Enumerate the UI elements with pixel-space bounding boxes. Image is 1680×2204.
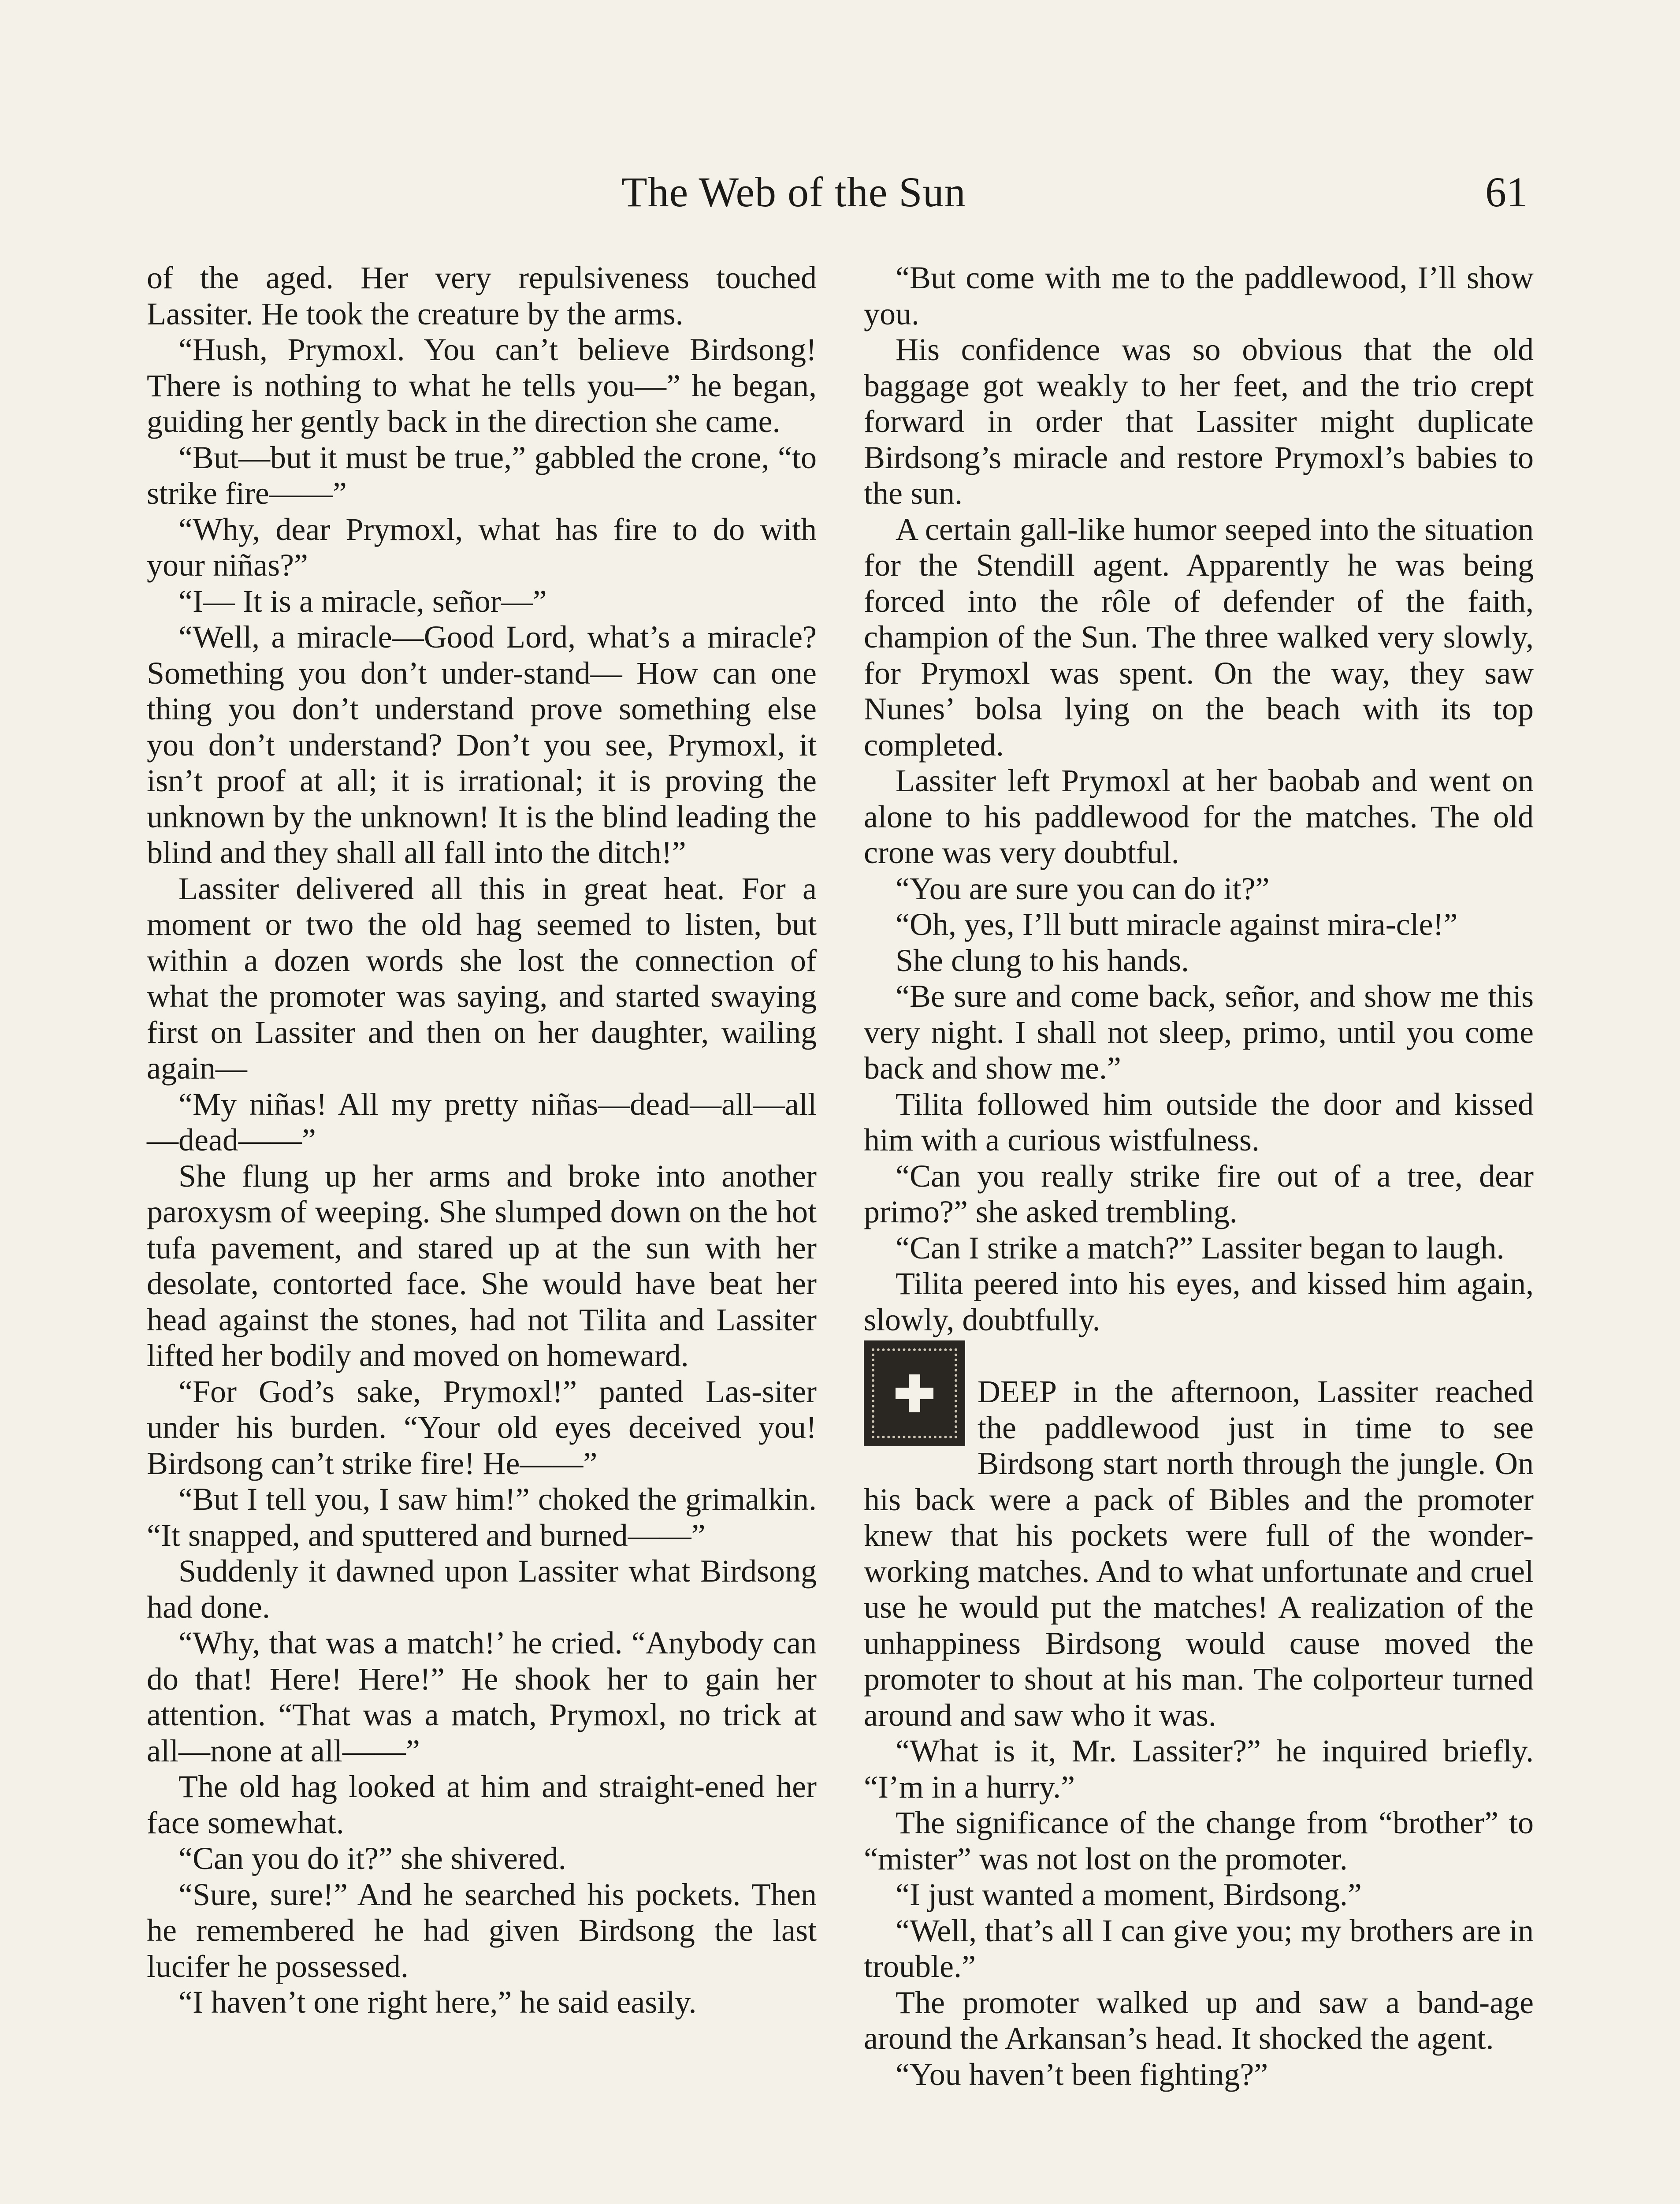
paragraph: “I just wanted a moment, Birdsong.” bbox=[896, 1877, 1362, 1912]
paragraph: of the aged. Her very repulsiveness touched Lassiter. He took the creature by the arms. bbox=[147, 260, 817, 331]
paragraph: “My niñas! All my pretty niñas—dead—all—all—dead——” bbox=[147, 1086, 817, 1158]
paragraph: “You haven’t been fighting?” bbox=[896, 2056, 1268, 2092]
paragraph: Suddenly it dawned upon Lassiter what Birdsong had done. bbox=[147, 1553, 817, 1625]
page-header bbox=[0, 168, 1680, 234]
paragraph: “Well, that’s all I can give you; my brothers are in trouble.” bbox=[864, 1913, 1534, 1984]
section-opening-paragraph: DEEP in the afternoon, Lassiter reached the paddlewood just in time to see Birdsong start north through the jungle. On his back were a pack of Bibles and the promoter knew that his pockets were full of the wonder-working matches. And to what unfortunate and cruel use he would put the matches! A realization of the unhappiness Birdsong would cause moved the promoter to shout at his man. The colporteur turned around and saw who it was. bbox=[864, 1374, 1534, 1733]
left-column bbox=[147, 260, 817, 2021]
paragraph: “Be sure and come back, señor, and show me this very night. I shall not sleep, primo, until you come back and show me.” bbox=[864, 979, 1534, 1086]
paragraph: “Why, that was a match!’ he cried. “Anybody can do that! Here! Here!” He shook her to gain her attention. “That was a match, Prymoxl, no trick at all—none at all——” bbox=[147, 1625, 817, 1768]
paragraph: “What is it, Mr. Lassiter?” he inquired briefly. “I’m in a hurry.” bbox=[864, 1733, 1534, 1805]
paragraph: His confidence was so obvious that the old baggage got weakly to her feet, and the trio crept forward in order that Lassiter might duplicate Birdsong’s miracle and restore Prymoxl’s babies to the sun. bbox=[864, 332, 1534, 511]
paragraph: “You are sure you can do it?” bbox=[896, 871, 1270, 906]
paragraph: The promoter walked up and saw a band-age around the Arkansan’s head. It shocked the agent. bbox=[864, 1984, 1534, 2056]
paragraph: “Sure, sure!” And he searched his pockets. Then he remembered he had given Birdsong the last lucifer he possessed. bbox=[147, 1876, 817, 1984]
paragraph: “For God’s sake, Prymoxl!” panted Las-siter under his burden. “Your old eyes deceived you! Birdsong can’t strike fire! He——” bbox=[147, 1374, 817, 1481]
paragraph: Lassiter delivered all this in great heat. For a moment or two the old hag seemed to listen, but within a dozen words she lost the connection of what the promoter was saying, and started swaying first on Lassiter and then on her daughter, wailing again— bbox=[147, 871, 817, 1086]
paragraph: “But I tell you, I saw him!” choked the grimalkin. “It snapped, and sputtered and burned——” bbox=[147, 1482, 817, 1553]
paragraph: “Oh, yes, I’ll butt miracle against mira-cle!” bbox=[896, 907, 1458, 942]
page-number: 61 bbox=[1485, 168, 1528, 216]
paragraph: The old hag looked at him and straight-ened her face somewhat. bbox=[147, 1769, 817, 1840]
paragraph: The significance of the change from “brother” to “mister” was not lost on the promoter. bbox=[864, 1805, 1534, 1876]
paragraph: “But—but it must be true,” gabbled the crone, “to strike fire——” bbox=[147, 439, 817, 511]
paragraph: “Can you really strike fire out of a tree, dear primo?” she asked trembling. bbox=[864, 1158, 1534, 1229]
paragraph: “But come with me to the paddlewood, I’ll show you. bbox=[864, 260, 1534, 331]
running-title: The Web of the Sun bbox=[621, 168, 966, 216]
paragraph: A certain gall-like humor seeped into the situation for the Stendill agent. Apparently he was being forced into the rôle of defender of the faith, champion of the Sun. The three walked very slowly, for Prymoxl was spent. On the way, they saw Nunes’ bolsa lying on the beach with its top completed. bbox=[864, 511, 1534, 763]
cross-ornament-icon bbox=[864, 1340, 965, 1446]
paragraph: “I— It is a miracle, señor—” bbox=[178, 583, 547, 619]
paragraph: “Can I strike a match?” Lassiter began to laugh. bbox=[896, 1230, 1505, 1266]
right-column bbox=[864, 260, 1534, 2092]
paragraph: She clung to his hands. bbox=[896, 942, 1189, 978]
paragraph: Lassiter left Prymoxl at her baobab and went on alone to his paddlewood for the matches. The old crone was very doubtful. bbox=[864, 763, 1534, 870]
paragraph: “Well, a miracle—Good Lord, what’s a miracle? Something you don’t under-stand— How can one thing you don’t understand prove something else you don’t understand? Don’t you see, Prymoxl, it isn’t proof at all; it is irrational; it is proving the unknown by the unknown! It is the blind leading the blind and they shall all fall into the ditch!” bbox=[147, 619, 817, 870]
paragraph: “Why, dear Prymoxl, what has fire to do with your niñas?” bbox=[147, 511, 817, 583]
paragraph: Tilita peered into his eyes, and kissed him again, slowly, doubtfully. bbox=[864, 1266, 1534, 1337]
paragraph: “I haven’t one right here,” he said easily. bbox=[178, 1984, 697, 2020]
paragraph: “Can you do it?” she shivered. bbox=[178, 1841, 566, 1876]
paragraph: She flung up her arms and broke into another paroxysm of weeping. She slumped down on the hot tufa pavement, and stared up at the sun with her desolate, contorted face. She would have beat her head against the stones, had not Tilita and Lassiter lifted her bodily and moved on homeward. bbox=[147, 1158, 817, 1373]
paragraph: Tilita followed him outside the door and kissed him with a curious wistfulness. bbox=[864, 1086, 1534, 1158]
paragraph: “Hush, Prymoxl. You can’t believe Birdsong! There is nothing to what he tells you—” he began, guiding her gently back in the direction she came. bbox=[147, 332, 817, 439]
